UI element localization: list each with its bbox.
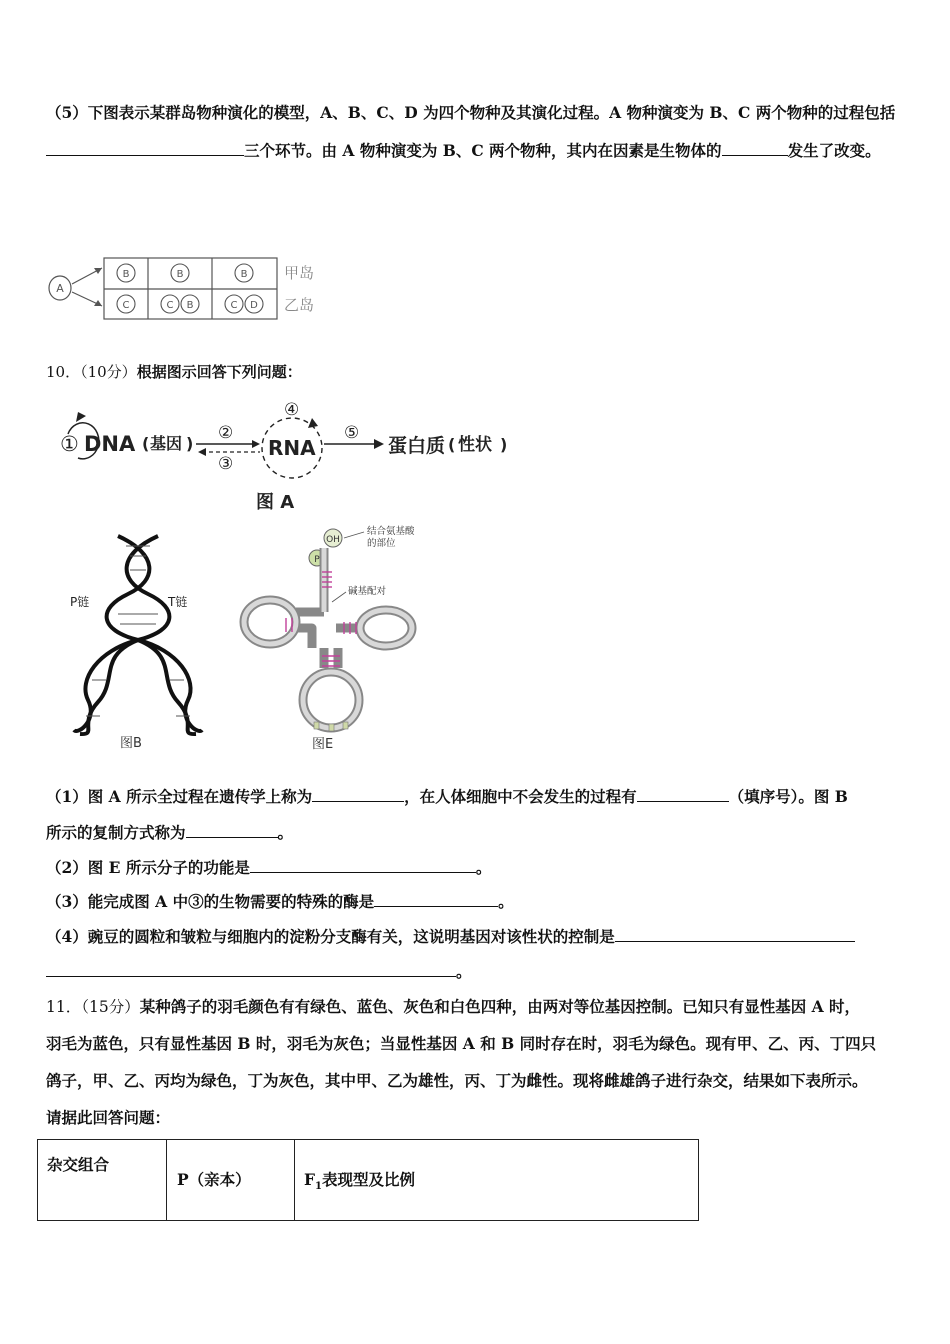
answer-blank[interactable] [374,892,498,907]
species-b: B [122,269,130,280]
q10-sub2: （2）图 E 所示分子的功能是 。 [46,858,492,877]
aa-site-label-2: 的部位 [367,538,396,549]
svg-text:(: ( [448,435,456,454]
answer-blank[interactable] [46,962,456,977]
species-a-label: A [56,282,64,295]
table-header-cross-combo: 杂交组合 [38,1140,167,1221]
aa-site-label: 结合氨基酸 [367,526,415,537]
step-2-label: ② [218,423,234,443]
figure-b-caption: 图B [120,736,142,751]
island-evolution-figure [44,252,334,324]
q10-sub4-line2: 。 [46,962,472,982]
figure-a-central-dogma [56,396,536,518]
answer-blank[interactable] [312,787,404,802]
species-c: C [122,300,130,311]
answer-blank[interactable] [615,927,855,942]
step-5-label: ⑤ [344,423,360,443]
island-yi-label: 乙岛 [284,296,315,314]
species-b: B [240,269,248,280]
svg-text:): ) [186,434,194,453]
answer-blank[interactable] [186,823,278,838]
dna-label: DNA [84,432,136,456]
table-header-parents: P（亲本） [167,1140,295,1221]
cross-results-table [37,1139,699,1221]
oh-label: OH [326,535,340,545]
answer-blank[interactable] [46,141,244,156]
svg-text:): ) [500,435,508,454]
q11-line2: 羽毛为蓝色，只有显性基因 B 时，羽毛为灰色；当显性基因 A 和 B 同时存在时，羽毛为绿色。现有甲、乙、丙、丁四只 [46,1034,877,1053]
q10-sub3: （3）能完成图 A 中③的生物需要的特殊的酶是 。 [46,892,514,911]
q11-line1: 11．（15分）某种鸽子的羽毛颜色有有绿色、蓝色、灰色和白色四种，由两对等位基因控制。已知只有显性基因 A 时， [46,997,861,1016]
answer-blank[interactable] [722,141,788,156]
species-b: B [186,300,194,311]
trait-label: 性状 [458,435,492,455]
answer-blank[interactable] [250,858,476,873]
species-b: B [176,269,184,280]
figure-e-caption: 图E [312,737,334,752]
svg-text:(: ( [142,434,150,453]
q10-heading: 10．（10分）根据图示回答下列问题： [46,363,302,381]
species-c: C [230,300,238,311]
rna-label: RNA [268,436,316,460]
step-4-label: ④ [284,400,300,420]
species-d: D [250,300,258,311]
figure-a-caption: 图 A [256,492,295,513]
island-jia-label: 甲岛 [284,264,315,282]
q9-part5-line1: （5）下图表示某群岛物种演化的模型，A、B、C、D 为四个物种及其演化过程。A 物种演变为 B、C 两个物种的过程包括 [46,103,896,122]
p-chain-label: P链 [70,595,90,609]
answer-blank[interactable] [637,787,729,802]
step-1-label: ① [60,432,79,456]
q11-line4: 请据此回答问题： [46,1108,171,1127]
q9-part5-line2: 三个环节。由 A 物种演变为 B、C 两个物种，其内在因素是生物体的 发生了改变。 [46,141,881,161]
gene-label: 基因 [150,434,183,453]
table-header-f1: $F_1$表现型及比例 [295,1140,699,1221]
base-pair-label: 碱基配对 [348,586,387,597]
p-label: P [314,555,320,565]
figure-e-trna [236,522,436,754]
step-3-label: ③ [218,454,234,474]
q11-line3: 鸽子，甲、乙、丙均为绿色，丁为灰色，其中甲、乙为雄性，丙、丁为雌性。现将雌雄鸽子进行杂交，结果如下表所示。 [46,1071,868,1090]
t-chain-label: T链 [168,595,188,609]
q10-sub4-line1: （4）豌豆的圆粒和皱粒与细胞内的淀粉分支酶有关，这说明基因对该性状的控制是 [46,927,855,947]
q10-sub1-line2: 所示的复制方式称为 。 [46,823,294,842]
q10-sub1-line1: （1）图 A 所示全过程在遗传学上称为 ，在人体细胞中不会发生的过程有 （填序号）。图 B [46,787,848,806]
species-c: C [166,300,174,311]
protein-label: 蛋白质 [388,435,446,457]
figure-b-dna-replication [58,530,228,754]
